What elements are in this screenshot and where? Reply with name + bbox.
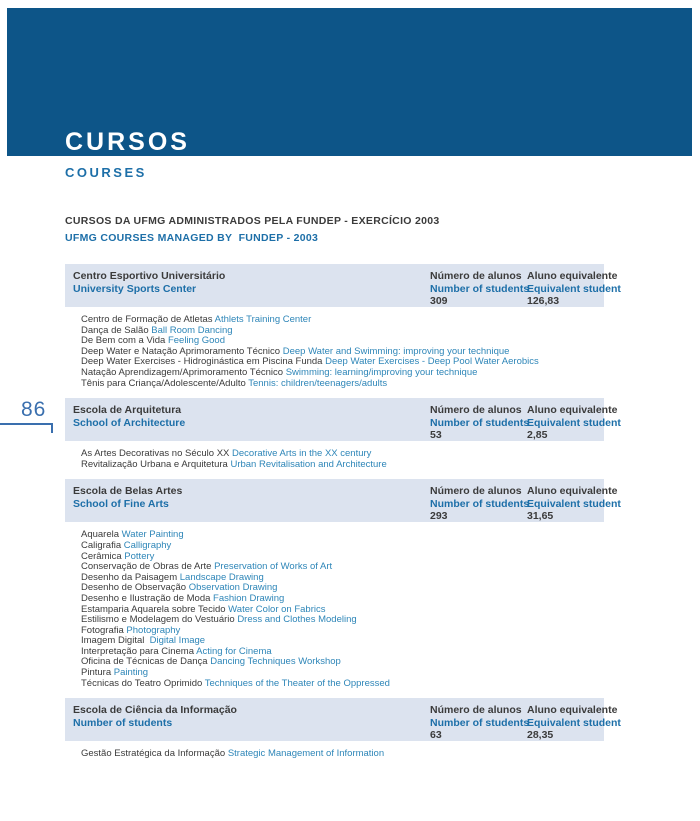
equivalent-value: 2,85 bbox=[527, 429, 548, 442]
course-name-en: Photography bbox=[126, 624, 181, 636]
page-number-tick bbox=[51, 423, 53, 433]
equivalent-column bbox=[527, 404, 621, 442]
course-name-pt: Deep Water Exercises - Hidroginástica em Piscina Funda bbox=[81, 356, 323, 368]
section-name-pt: Escola de Arquitetura bbox=[73, 404, 182, 417]
section-band bbox=[65, 264, 621, 307]
equivalent-value: 28,35 bbox=[527, 729, 554, 742]
section-name bbox=[73, 404, 185, 429]
course-name-pt: Estamparia Aquarela sobre Tecido bbox=[81, 603, 226, 615]
students-label-pt: Número de alunos bbox=[430, 404, 522, 417]
course-list bbox=[65, 307, 604, 398]
course-name-en: Observation Drawing bbox=[188, 582, 278, 594]
section-name-en: School of Fine Arts bbox=[73, 497, 169, 510]
sections bbox=[65, 264, 621, 769]
section-name-pt: Escola de Ciência da Informação bbox=[73, 704, 237, 717]
course-section bbox=[65, 398, 621, 479]
page-title: CURSOS bbox=[65, 128, 190, 156]
course-row bbox=[81, 657, 604, 668]
course-name-pt: Cerâmica bbox=[81, 550, 122, 562]
section-band bbox=[65, 479, 621, 523]
students-value: 63 bbox=[430, 729, 442, 742]
students-column bbox=[430, 485, 530, 523]
course-name-en: Pottery bbox=[124, 550, 155, 562]
course-row bbox=[81, 749, 604, 760]
course-list bbox=[65, 741, 604, 769]
students-label-en: Number of students bbox=[430, 416, 530, 429]
students-column bbox=[430, 270, 530, 308]
course-name-en: Strategic Management of Information bbox=[227, 748, 385, 760]
course-list bbox=[65, 441, 604, 479]
equivalent-label-en: Equivalent student bbox=[527, 716, 621, 729]
course-name-en: Preservation of Works of Art bbox=[214, 561, 333, 573]
students-value: 293 bbox=[430, 510, 448, 523]
students-label-pt: Número de alunos bbox=[430, 270, 522, 282]
course-row bbox=[81, 379, 604, 390]
page-subtitle: COURSES bbox=[65, 165, 147, 180]
section-band bbox=[65, 698, 621, 742]
equivalent-label-en: Equivalent student bbox=[527, 416, 621, 429]
course-name-en: Techniques of the Theater of the Oppressed bbox=[204, 677, 390, 689]
course-name-pt: Caligrafia bbox=[81, 539, 122, 551]
course-section bbox=[65, 479, 621, 698]
course-name-en: Ball Room Dancing bbox=[151, 324, 233, 336]
course-name-en: Digital Image bbox=[149, 635, 206, 647]
course-list bbox=[65, 522, 604, 698]
document-heading-pt: CURSOS DA UFMG ADMINISTRADOS PELA FUNDEP - EXERCÍCIO 2003 bbox=[65, 215, 440, 227]
equivalent-column bbox=[527, 485, 621, 523]
course-name-pt: Deep Water e Natação Aprimoramento Técnico bbox=[81, 345, 281, 357]
equivalent-label-pt: Aluno equivalente bbox=[527, 270, 618, 282]
course-name-en: Dancing Techniques Workshop bbox=[210, 656, 341, 668]
equivalent-column bbox=[527, 270, 621, 308]
page-number: 86 bbox=[21, 398, 47, 421]
course-name-pt: Aquarela bbox=[81, 529, 120, 541]
course-name-pt: Revitalização Urbana e Arquitetura bbox=[81, 458, 228, 470]
course-row bbox=[81, 460, 604, 471]
course-name-en: Water Painting bbox=[121, 529, 184, 541]
course-name-en: Deep Water Exercises - Deep Pool Water Aerobics bbox=[325, 356, 539, 368]
page-number-rule bbox=[0, 423, 53, 425]
course-name-en: Feeling Good bbox=[167, 335, 225, 347]
course-name-en: Painting bbox=[113, 667, 149, 679]
course-name-pt: Oficina de Técnicas de Dança bbox=[81, 656, 208, 668]
course-name-en: Water Color on Fabrics bbox=[228, 603, 326, 615]
course-name-pt: Dança de Salão bbox=[81, 324, 149, 336]
course-name-pt: Técnicas do Teatro Oprimido bbox=[81, 677, 203, 689]
course-name-en: Urban Revitalisation and Architecture bbox=[230, 458, 387, 470]
document-heading-en: UFMG COURSES MANAGED BY FUNDEP - 2003 bbox=[65, 232, 319, 244]
equivalent-value: 31,65 bbox=[527, 510, 554, 523]
course-name-pt: Gestão Estratégica da Informação bbox=[81, 748, 226, 760]
section-name-en: School of Architecture bbox=[73, 416, 186, 429]
course-name-en: Dress and Clothes Modeling bbox=[237, 614, 357, 626]
section-name bbox=[73, 704, 237, 729]
course-name-pt: Desenho da Paisagem bbox=[81, 571, 178, 583]
course-section bbox=[65, 698, 621, 769]
course-name-pt: Pintura bbox=[81, 667, 112, 679]
equivalent-label-pt: Aluno equivalente bbox=[527, 404, 618, 417]
section-name-pt: Escola de Belas Artes bbox=[73, 485, 183, 498]
document-heading bbox=[65, 215, 440, 244]
students-column bbox=[430, 704, 530, 742]
course-name-en: Swimming: learning/improving your technique bbox=[285, 366, 478, 378]
course-name-pt: Tênis para Criança/Adolescente/Adulto bbox=[81, 377, 246, 389]
course-section bbox=[65, 264, 621, 398]
course-name-en: Acting for Cinema bbox=[196, 645, 272, 657]
students-label-en: Number of students bbox=[430, 716, 530, 729]
course-name-en: Landscape Drawing bbox=[179, 571, 264, 583]
section-band bbox=[65, 398, 621, 442]
course-name-en: Athlets Training Center bbox=[214, 314, 312, 325]
section-name bbox=[73, 270, 225, 295]
course-name-pt: De Bem com a Vida bbox=[81, 335, 166, 347]
top-banner bbox=[7, 8, 692, 156]
students-label-en: Number of students bbox=[430, 497, 530, 510]
course-name-en: Deep Water and Swimming: improving your technique bbox=[282, 345, 510, 357]
course-name-pt: Desenho e Ilustração de Moda bbox=[81, 592, 211, 604]
section-name bbox=[73, 485, 182, 510]
students-value: 309 bbox=[430, 295, 448, 307]
course-name-en: Calligraphy bbox=[123, 539, 172, 551]
section-name-en: University Sports Center bbox=[73, 282, 197, 295]
course-name-en: Tennis: children/teenagers/adults bbox=[248, 377, 388, 389]
course-name-pt: Centro de Formação de Atletas bbox=[81, 314, 213, 325]
course-name-en: Decorative Arts in the XX century bbox=[232, 448, 372, 460]
students-label-en: Number of students bbox=[430, 282, 530, 295]
course-name-pt: Estilismo e Modelagem do Vestuário bbox=[81, 614, 235, 626]
course-name-pt: Natação Aprendizagem/Aprimoramento Técnico bbox=[81, 366, 284, 378]
students-value: 53 bbox=[430, 429, 442, 442]
course-name-pt: Interpretação para Cinema bbox=[81, 645, 195, 657]
course-name-en: Fashion Drawing bbox=[213, 592, 285, 604]
course-name-pt: Conservação de Obras de Arte bbox=[81, 561, 212, 573]
equivalent-value: 126,83 bbox=[527, 295, 560, 307]
students-label-pt: Número de alunos bbox=[430, 704, 522, 717]
course-row bbox=[81, 679, 604, 690]
equivalent-label-en: Equivalent student bbox=[527, 282, 621, 295]
section-name-pt: Centro Esportivo Universitário bbox=[73, 270, 226, 282]
equivalent-label-pt: Aluno equivalente bbox=[527, 704, 618, 717]
course-name-pt: As Artes Decorativas no Século XX bbox=[81, 448, 230, 460]
equivalent-label-pt: Aluno equivalente bbox=[527, 485, 618, 498]
students-label-pt: Número de alunos bbox=[430, 485, 522, 498]
course-name-pt: Desenho de Observação bbox=[81, 582, 187, 594]
equivalent-label-en: Equivalent student bbox=[527, 497, 621, 510]
equivalent-column bbox=[527, 704, 621, 742]
course-row bbox=[81, 541, 604, 552]
section-name-en: Number of students bbox=[73, 716, 173, 729]
course-name-pt: Imagem Digital bbox=[81, 635, 147, 647]
course-name-pt: Fotografia bbox=[81, 624, 124, 636]
students-column bbox=[430, 404, 530, 442]
